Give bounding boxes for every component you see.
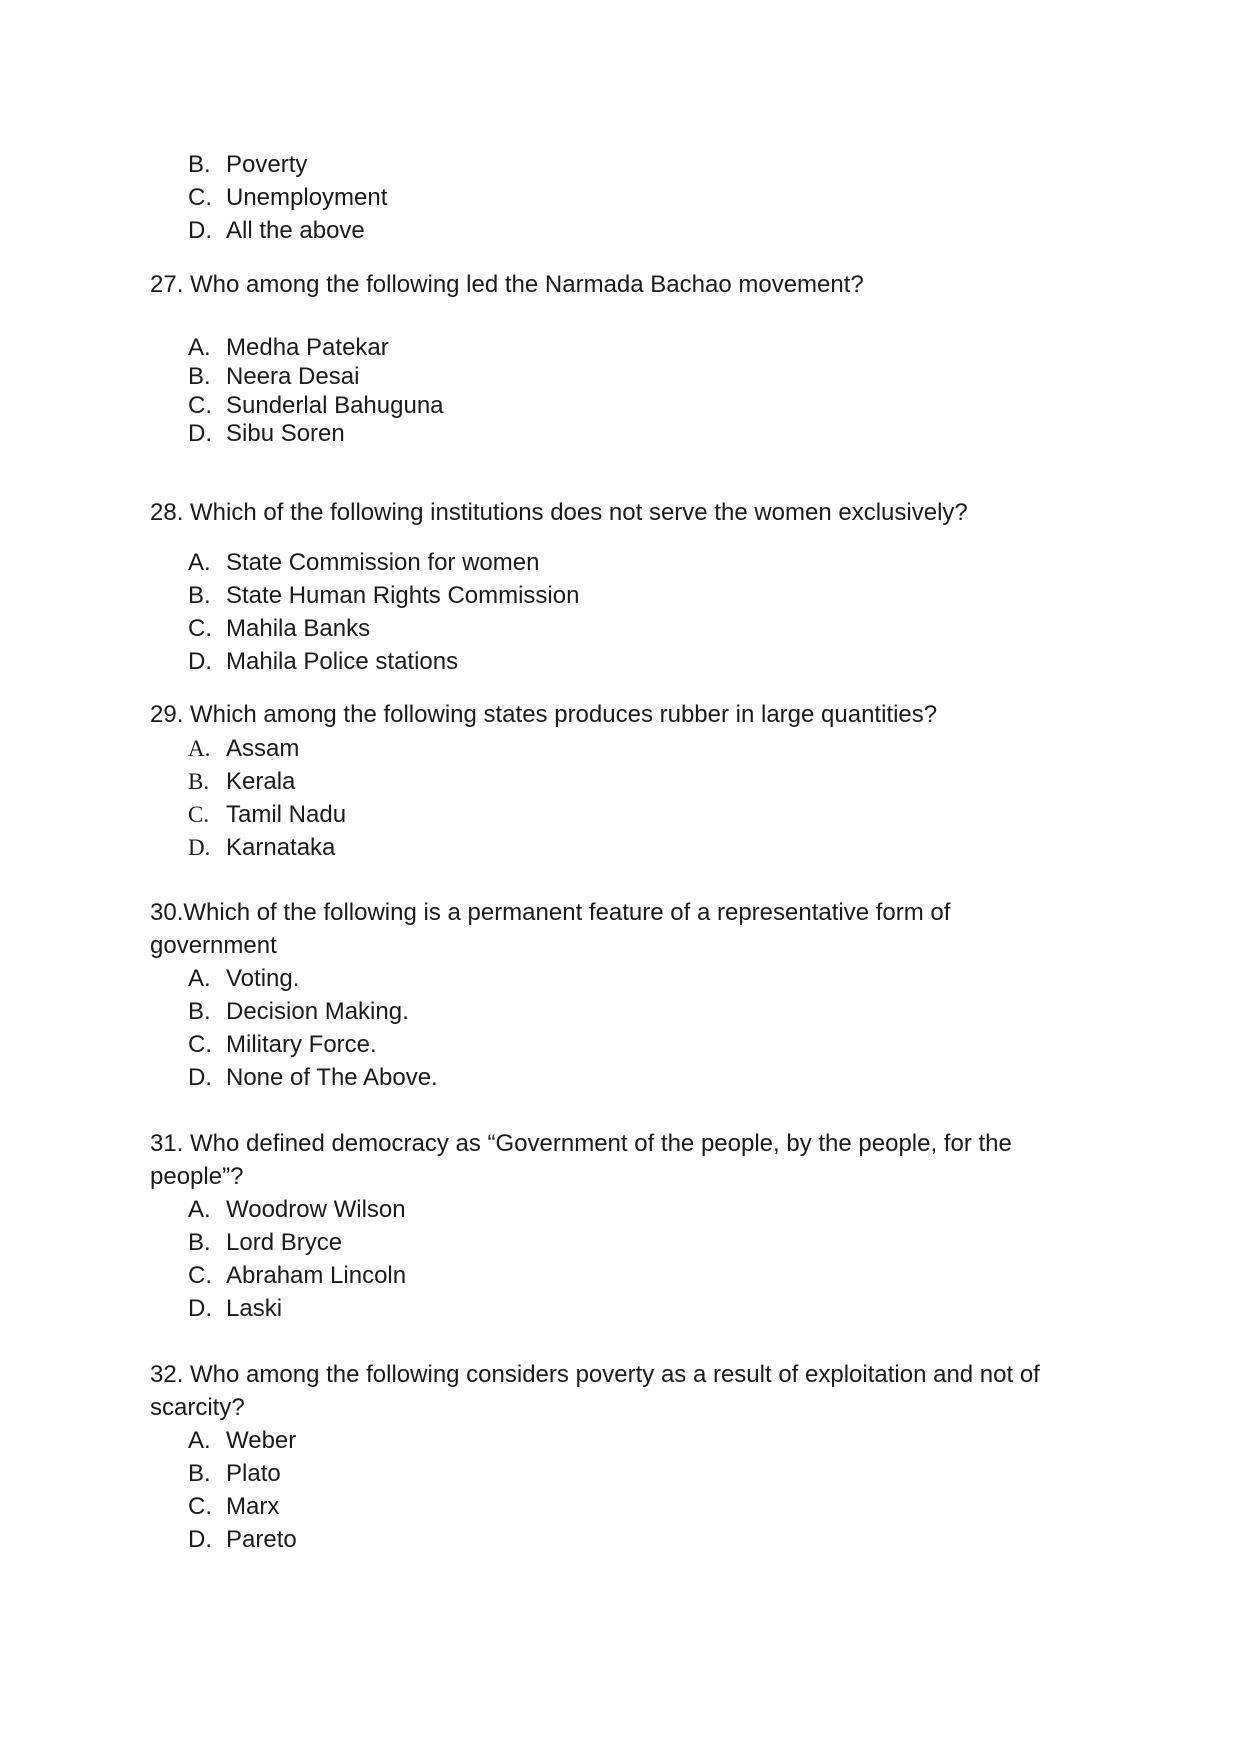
option-text: Woodrow Wilson [226,1196,406,1223]
option-letter: A. [188,736,211,761]
question-text: 27. Who among the following led the Narmada Bachao movement? [150,271,864,298]
option-text: Lord Bryce [226,1229,343,1256]
option-letter: C. [188,802,210,827]
option-text: Weber [226,1427,297,1454]
question-text-continued: government [150,932,277,959]
option-letter: A. [188,965,211,992]
option-letter: B. [188,769,210,794]
option-text: Sunderlal Bahuguna [226,392,444,419]
option-letter: B. [188,998,211,1025]
option-text: Abraham Lincoln [226,1262,407,1289]
option-letter: C. [188,1493,212,1520]
option-text: Karnataka [226,834,336,861]
question-text: 32. Who among the following considers poverty as a result of exploitation and not of [150,1361,1040,1388]
question-text: 28. Which of the following institutions does not serve the women exclusively? [150,499,968,526]
option-letter: A. [188,549,211,576]
option-text: State Human Rights Commission [226,582,580,609]
option-letter: B. [188,1460,211,1487]
option-letter: C. [188,615,212,642]
option-text: Assam [226,735,300,762]
option-text: Plato [226,1460,281,1487]
option-letter: D. [188,217,212,244]
option-letter: D. [188,420,212,447]
option-text: Mahila Police stations [226,648,459,675]
option-text: None of The Above. [226,1064,438,1091]
option-text: Marx [226,1493,280,1520]
option-text: Unemployment [226,184,388,211]
option-letter: C. [188,1031,212,1058]
option-letter: A. [188,334,211,361]
option-text: Pareto [226,1526,297,1553]
question-text-continued: people”? [150,1163,244,1190]
option-letter: B. [188,582,211,609]
option-letter: A. [188,1427,211,1454]
option-letter: C. [188,184,212,211]
option-text: Decision Making. [226,998,409,1025]
option-text: Sibu Soren [226,420,345,447]
question-text: 30.Which of the following is a permanent feature of a representative form of [150,899,951,926]
option-text: State Commission for women [226,549,540,576]
option-letter: A. [188,1196,211,1223]
option-text: Neera Desai [226,363,360,390]
option-letter: C. [188,392,212,419]
option-letter: B. [188,151,211,178]
option-letter: D. [188,648,212,675]
option-letter: D. [188,835,211,860]
option-text: Tamil Nadu [226,801,347,828]
option-letter: B. [188,1229,211,1256]
option-text: All the above [226,217,365,244]
option-letter: D. [188,1295,212,1322]
option-text: Kerala [226,768,296,795]
option-text: Voting. [226,965,300,992]
option-text: Military Force. [226,1031,377,1058]
option-text: Mahila Banks [226,615,371,642]
option-letter: D. [188,1526,212,1553]
option-text: Poverty [226,151,308,178]
option-letter: C. [188,1262,212,1289]
option-letter: D. [188,1064,212,1091]
option-text: Laski [226,1295,283,1322]
option-letter: B. [188,363,211,390]
option-text: Medha Patekar [226,334,389,361]
question-text: 29. Which among the following states produces rubber in large quantities? [150,701,938,728]
question-text-continued: scarcity? [150,1394,245,1421]
question-text: 31. Who defined democracy as “Government of the people, by the people, for the [150,1130,1012,1157]
